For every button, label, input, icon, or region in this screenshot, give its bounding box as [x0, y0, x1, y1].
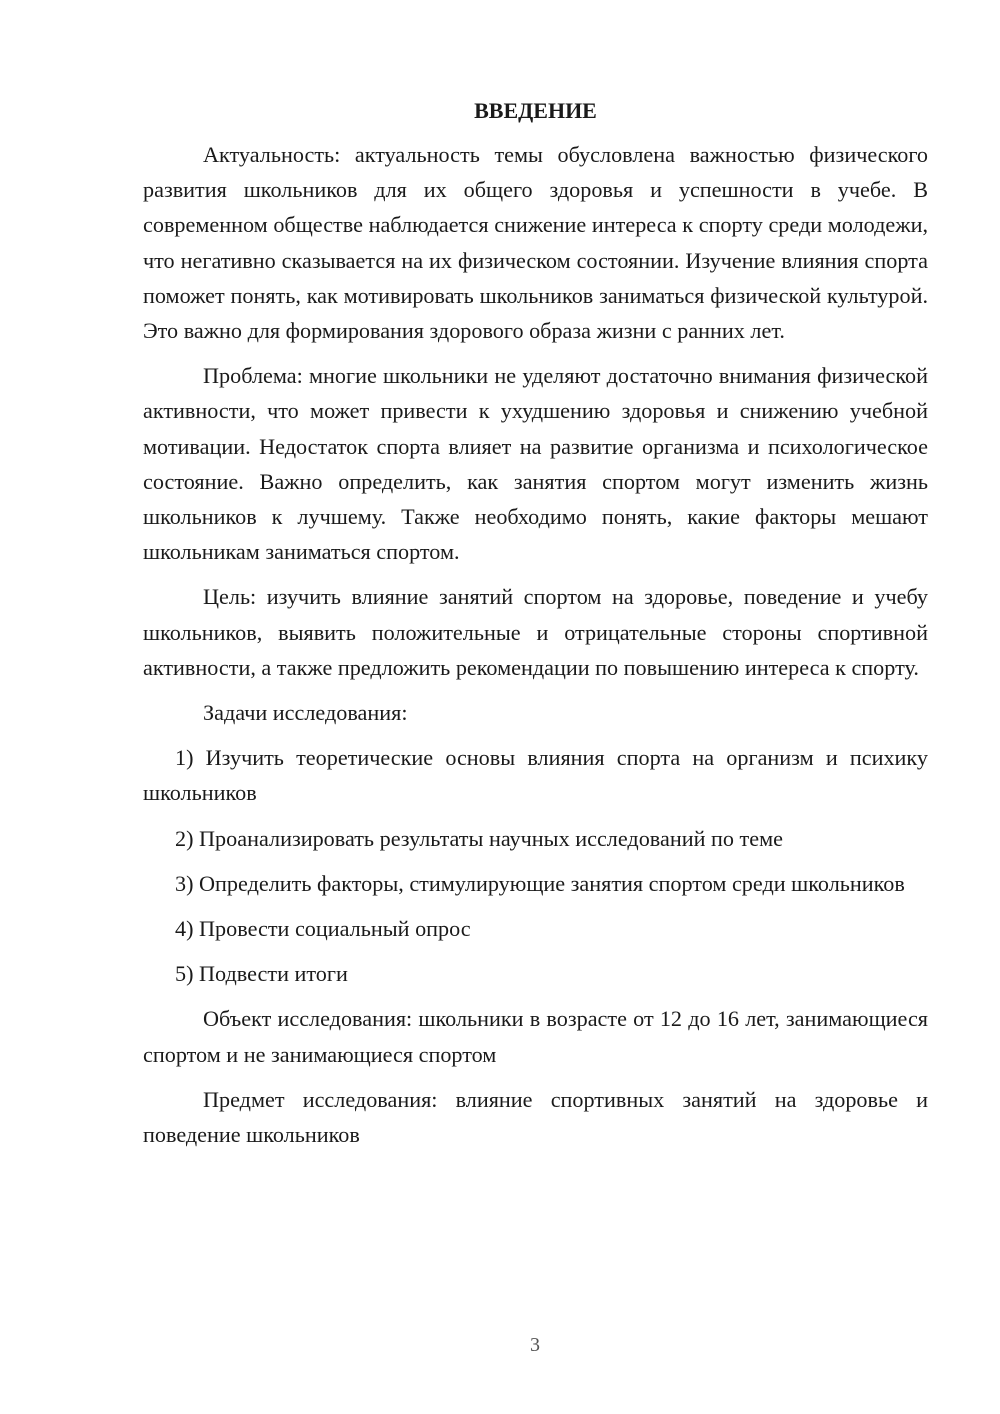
paragraph-goal: Цель: изучить влияние занятий спортом на здоровье, поведение и учебу школьников, выявить положительные и отрицательные стороны спортивной активности, а также предложить рекомендации по повышению интереса к спорту.	[143, 584, 928, 680]
task-item: 4) Провести социальный опрос	[175, 916, 471, 942]
paragraph-problem: Проблема: многие школьники не уделяют достаточно внимания физической активности, что может привести к ухудшению здоровья и снижению учебной мотивации. Недостаток спорта влияет на развитие организма и психологическое состояние. Важно определить, как занятия спортом могут изменить жизнь школьников к лучшему. Также необходимо понять, какие факторы мешают школьникам заниматься спортом.	[143, 363, 928, 565]
paragraph-object: Объект исследования: школьники в возрасте от 12 до 16 лет, занимающиеся спортом и не занимающиеся спортом	[143, 1006, 928, 1067]
paragraph-tasks-intro: Задачи исследования:	[203, 700, 408, 726]
task-item: 1) Изучить теоретические основы влияния спорта на организм и психику школьников	[143, 745, 928, 806]
task-item: 2) Проанализировать результаты научных исследований по теме	[175, 825, 783, 851]
paragraph-relevance: Актуальность: актуальность темы обусловлена важностью физического развития школьников для их общего здоровья и успешности в учебе. В современном обществе наблюдается снижение интереса к спорту среди молодежи, что негативно сказывается на их физическом состоянии. Изучение влияния спорта поможет понять, как мотивировать школьников заниматься физической культурой. Это важно для формирования здорового образа жизни с ранних лет.	[143, 142, 928, 344]
paragraph-subject: Предмет исследования: влияние спортивных занятий на здоровье и поведение школьников	[143, 1086, 928, 1148]
task-item: 3) Определить факторы, стимулирующие занятия спортом среди школьников	[175, 870, 905, 896]
task-item: 5) Подвести итоги	[175, 961, 348, 987]
page-title: ВВЕДЕНИЕ	[474, 98, 597, 123]
page-number: 3	[530, 1334, 540, 1356]
document-page	[143, 95, 928, 1162]
